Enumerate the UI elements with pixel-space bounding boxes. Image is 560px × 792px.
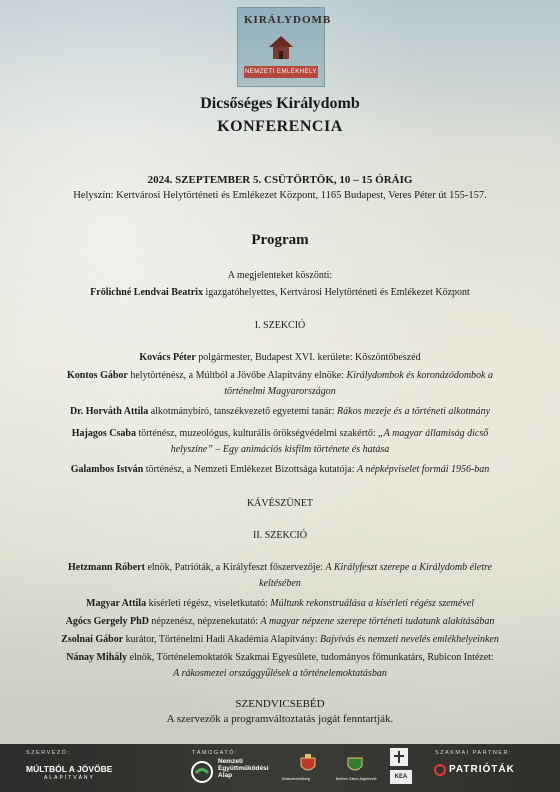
greeting-role: igazgatóhelyettes, Kertvárosi Helytörténeti és Emlékezet Központ	[202, 287, 470, 298]
program-heading: Program	[251, 232, 309, 248]
speaker-row	[0, 404, 560, 419]
talk-title: A magyar népzene szerepe történeti tudatunk alakításában	[260, 616, 495, 627]
talk-title-cont	[0, 384, 560, 399]
talk-title: A rákosmezei országgyűlések a történelemoktatásban	[173, 668, 387, 679]
talk-title-cont	[0, 442, 560, 457]
coat-of-arms-icon	[300, 754, 316, 774]
speaker-name: Dr. Horváth Attila	[69, 406, 149, 417]
talk-title: történelmi Magyarországon	[224, 386, 336, 397]
nea-line: Alap	[218, 772, 233, 779]
talk-title: Rákos mezeje és a történeti alkotmány	[337, 406, 491, 417]
event-title: Dicsőséges Királydomb	[200, 95, 360, 112]
logo-arc-text: KIRÁLYDOMB	[244, 14, 332, 26]
coffee-break: KÁVÉSZÜNET	[246, 498, 314, 509]
speaker-row	[0, 350, 560, 365]
speaker-role: történész, muzeológus, kulturális örökségvédelmi szakértő:	[135, 428, 379, 439]
event-subtitle: KONFERENCIA	[217, 118, 343, 135]
ministry-name: Miniszterelnökség	[282, 777, 311, 781]
bethlen-name: Bethlen Gábor Alapkezelő	[336, 777, 377, 781]
speaker-role: népzenész, népzenekutató:	[148, 616, 261, 627]
talk-title-cont	[0, 666, 560, 681]
section-2-title: II. SZEKCIÓ	[253, 530, 307, 541]
section-1-title: I. SZEKCIÓ	[254, 320, 306, 331]
speaker-row	[0, 426, 560, 441]
disclaimer-note: A szervezők a programváltoztatás jogát fenntartják.	[166, 713, 394, 725]
speaker-role: kísérleti régész, viseletkutató:	[146, 598, 271, 609]
nea-line: Nemzeti	[218, 758, 243, 765]
speaker-row	[0, 462, 560, 477]
greeting-line	[0, 285, 560, 300]
talk-title: Bajvívás és nemzeti nevelés emlékhelyeinken	[320, 634, 499, 645]
speaker-name: Agócs Gergely PhD	[65, 616, 149, 627]
speaker-name: Kovács Péter	[139, 352, 196, 363]
partner-name: PATRIÓTÁK	[449, 764, 515, 775]
greeting-intro: A megjelenteket köszönti:	[227, 270, 333, 281]
patriotak-logo-icon	[434, 764, 446, 776]
speaker-name: Magyar Attila	[86, 598, 147, 609]
lunch-break: SZENDVICSEBÉD	[235, 698, 325, 710]
cross-icon	[390, 748, 408, 766]
speaker-role: történész, a Nemzeti Emlékezet Bizottsága kutatója:	[143, 464, 358, 475]
talk-title: Múltunk rekonstruálása a kísérleti régész szemével	[270, 598, 474, 609]
talk-title: Köszöntőbeszéd	[355, 352, 421, 363]
talk-title: A Királyfeszt szerepe a Királydomb életre	[325, 562, 492, 573]
speaker-name: Hetzmann Róbert	[68, 562, 145, 573]
greeting-name: Frölichné Lendvai Beatrix	[90, 287, 203, 298]
speaker-name: Kontos Gábor	[67, 370, 128, 381]
nea-logo-icon	[190, 760, 214, 784]
kiralydomb-logo	[237, 7, 332, 87]
speaker-role: elnök, Patrióták, a Királyfeszt főszervezője:	[144, 562, 326, 573]
speaker-name: Galambos István	[70, 464, 144, 475]
talk-title: „A magyar államiság dicső	[378, 428, 489, 439]
kea-badge: KEA	[390, 770, 412, 784]
talk-title: A népképviselet formái 1956-ban	[357, 464, 490, 475]
talk-title: helyszíne” – Egy animációs kisfilm története és hatása	[170, 444, 390, 455]
partner-badge	[390, 748, 408, 766]
speaker-name: Hajagos Csaba	[71, 428, 136, 439]
speaker-row	[0, 632, 560, 647]
house-icon	[266, 32, 296, 62]
speaker-role: elnök, Történelemoktatók Szakmai Egyesülete, tudományos főmunkatárs, Rubicon Intézet:	[127, 652, 494, 663]
talk-title-cont	[0, 576, 560, 591]
nea-text	[218, 758, 269, 779]
speaker-role: helytörténész, a Múltból a Jövőbe Alapítvány elnöke:	[127, 370, 347, 381]
event-location: Helyszín: Kertvárosi Helytörténeti és Emlékezet Központ, 1165 Budapest, Veres Péter út 155-157.	[73, 190, 487, 201]
speaker-role: alkotmánybíró, tanszékvezető egyetemi tanár:	[148, 406, 338, 417]
speaker-name: Nánay Mihály	[66, 652, 128, 663]
speaker-row	[0, 596, 560, 611]
speaker-row	[0, 614, 560, 629]
talk-title: Királydombok és koronázódombok a	[346, 370, 493, 381]
speaker-row	[0, 650, 560, 665]
speaker-role: polgármester, Budapest XVI. kerülete:	[195, 352, 356, 363]
partner-label: SZAKMAI PARTNER:	[435, 750, 512, 756]
speaker-role: kurátor, Történelmi Hadi Akadémia Alapítvány:	[123, 634, 321, 645]
talk-title: keltésében	[259, 578, 301, 589]
nea-line: Együttműködési	[218, 765, 269, 772]
bethlen-emblem-icon	[347, 754, 363, 774]
organizer-sub: ALAPÍTVÁNY	[44, 775, 95, 781]
logo-ribbon: NEMZETI EMLÉKHELY	[244, 66, 318, 78]
speaker-row	[0, 560, 560, 575]
speaker-name: Zsolnai Gábor	[61, 634, 124, 645]
event-date: 2024. SZEPTEMBER 5. CSÜTÖRTÖK, 10 – 15 ÓRÁIG	[147, 174, 413, 186]
organizer-label: SZERVEZŐ:	[26, 750, 71, 756]
support-label: TÁMOGATÓ:	[192, 750, 239, 756]
speaker-row	[0, 368, 560, 383]
organizer-name: MÚLTBÓL A JÖVŐBE	[26, 764, 113, 774]
sponsor-footer	[0, 744, 560, 792]
